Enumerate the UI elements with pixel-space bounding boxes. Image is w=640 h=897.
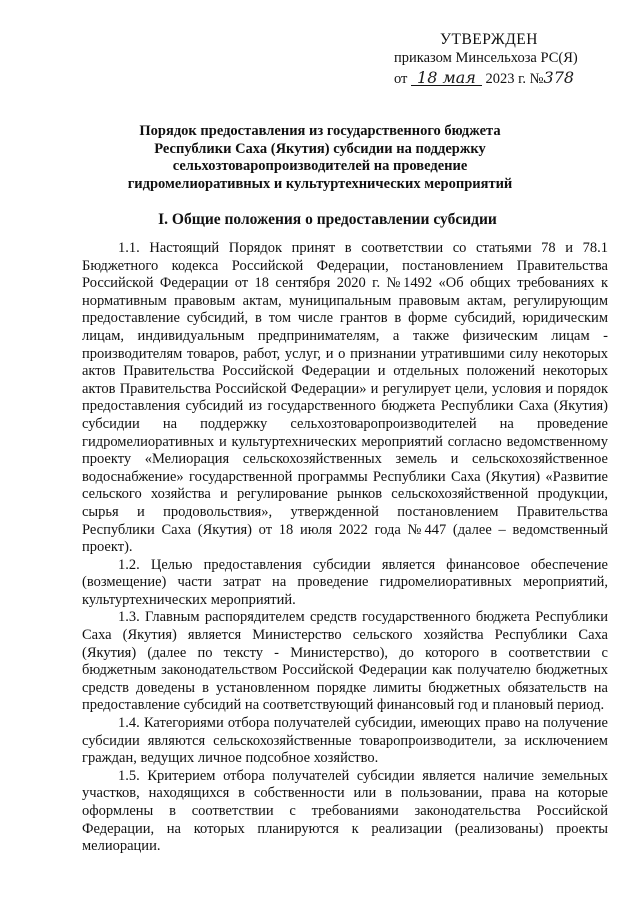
document-title: Порядок предоставления из государственного бюджета Республики Саха (Якутия) субсидии на поддержку сельхозтоваропроизводителей на проведение гидромелиоративных и культуртехнических мероприятий: [127, 123, 513, 192]
paragraph-1-4: 1.4. Категориями отбора получателей субсидии, имеющих право на получение субсидии являются сельскохозяйственные товаропроизводители, за исключением граждан, ведущих личное подсобное хозяйство.: [82, 715, 608, 767]
approval-date-line: [392, 68, 622, 89]
approval-stamp: [392, 30, 622, 89]
approval-order-line: приказом Минсельхоза РС(Я): [394, 50, 578, 66]
paragraph-1-2: 1.2. Целью предоставления субсидии является финансовое обеспечение (возмещение) части затрат на проведение гидромелиоративных мероприятий, культуртехнических мероприятий.: [82, 556, 608, 608]
paragraph-1-3: 1.3. Главным распорядителем средств государственного бюджета Республики Саха (Якутия) является Министерство сельского хозяйства Республики Саха (Якутия) (далее по тексту - Министерство), до которого в соответствии с бюджетным законодательством Российской Федерации как получателю бюджетных средств доведены в установленном порядке лимиты бюджетных обязательств на предоставление субсидий на соответствующий финансовый год и плановый период.: [82, 609, 608, 714]
approval-heading: УТВЕРЖДЕН: [440, 31, 538, 48]
paragraph-1-5: 1.5. Критерием отбора получателей субсидии является наличие земельных участков, находящихся в собственности или в пользовании, права на которые оформлены в соответствии с требованиями законодательства Российской Федерации, на которых планируются к реализации (реализованы) проекты мелиорации.: [82, 767, 608, 855]
handwritten-date: 18 мая: [411, 70, 482, 86]
handwritten-number: 378: [543, 68, 575, 87]
section-heading: I. Общие положения о предоставлении субсидии: [158, 211, 497, 228]
document-body: [82, 240, 608, 856]
paragraph-1-1: 1.1. Настоящий Порядок принят в соответствии со статьями 78 и 78.1 Бюджетного кодекса Российской Федерации, постановлением Правительства Российской Федерации от 18 сентября 2020 г. №1492 «Об общих требованиях к нормативным правовым актам, муниципальным правовым актам, регулирующим предоставление субсидий, в том числе грантов в форме субсидий, юридическим лицам, индивидуальным предпринимателям, а также физическим лицам - производителям товаров, работ, услуг, и о признании утратившими силу некоторых актов Правительства Российской Федерации и отдельных положений некоторых актов Правительства Российской Федерации» и регулирует цели, условия и порядок предоставления субсидий из государственного бюджета Республики Саха (Якутия) субсидии на поддержку сельхозтоваропроизводителей на проведение гидромелиоративных и культуртехнических мероприятий согласно ведомственному проекту «Мелиорация сельскохозяйственных земель и сельскохозяйственное водоснабжение» государственной программы Республики Саха (Якутия) «Развитие сельского хозяйства и регулирование рынков сельскохозяйственной продукции, сырья и продовольствия», утвержденной постановлением Правительства Республики Саха (Якутия) от 18 июля 2022 года №447 (далее – ведомственный проект).: [82, 240, 608, 556]
year-suffix: 2023 г. №: [485, 71, 544, 87]
date-prefix: от: [394, 71, 408, 87]
